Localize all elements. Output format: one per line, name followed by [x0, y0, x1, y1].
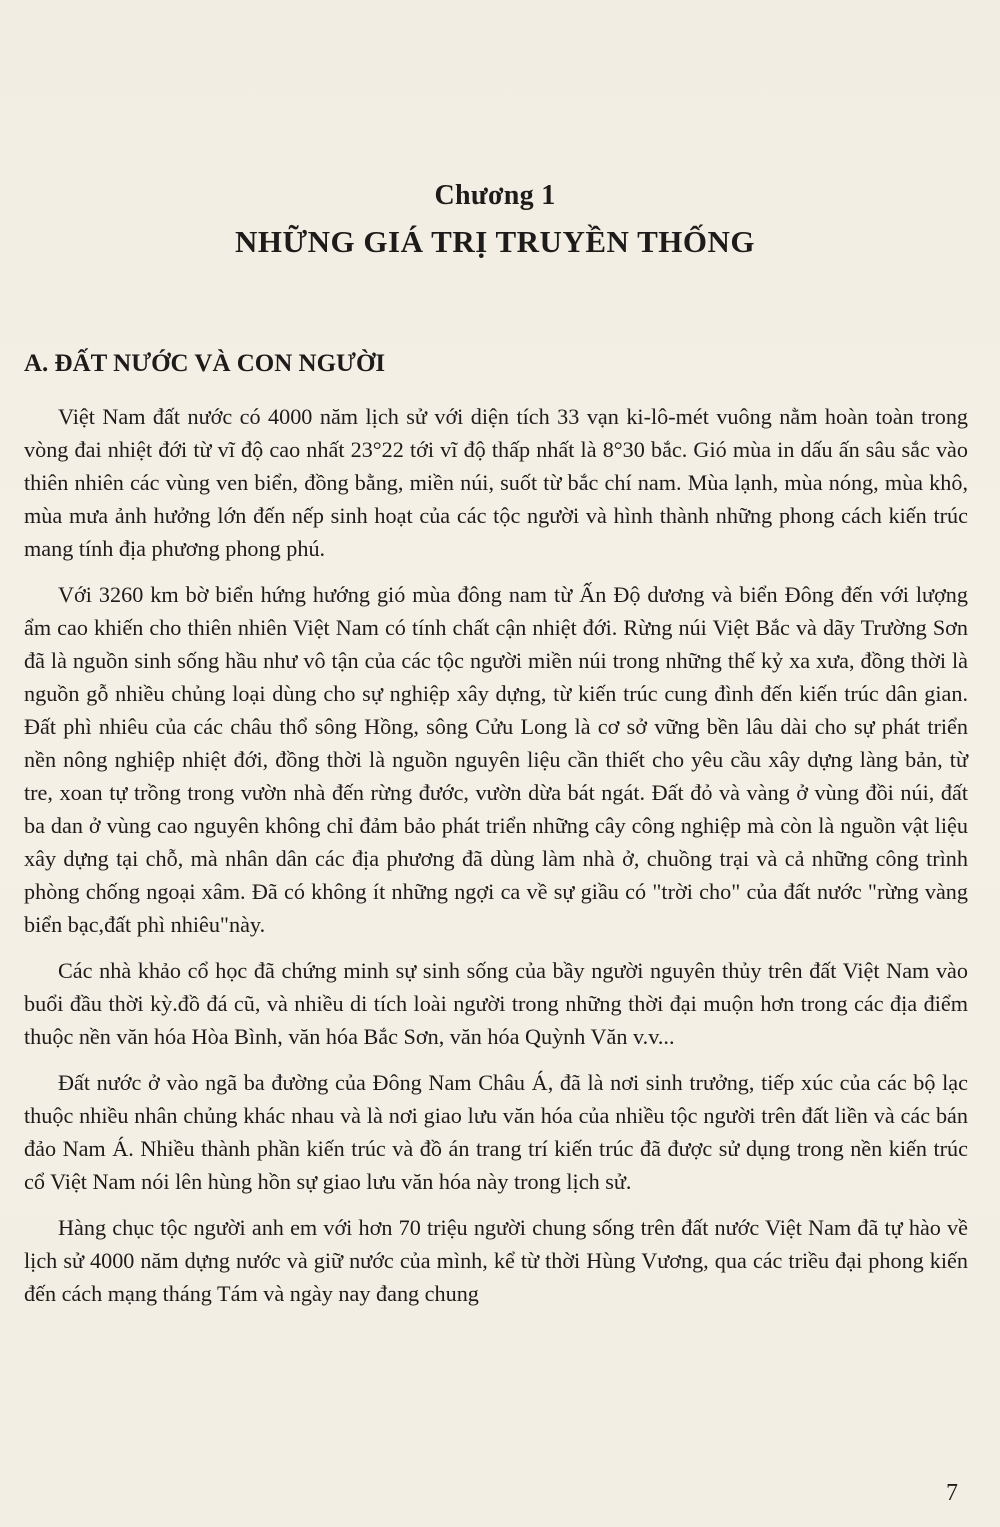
paragraph: Với 3260 km bờ biển hứng hướng gió mùa đông nam từ Ấn Độ dương và biển Đông đến với lượng ẩm cao khiến cho thiên nhiên Việt Nam có tính chất cận nhiệt đới. Rừng núi Việt Bắc và dãy Trường Sơn đã là nguồn sinh sống hầu như vô tận của các tộc người miền núi trong những thế kỷ xa xưa, đồng thời là nguồn gỗ nhiều chủng loại dùng cho sự nghiệp xây dựng, từ kiến trúc cung đình đến kiến trúc dân gian. Đất phì nhiêu của các châu thổ sông Hồng, sông Cửu Long là cơ sở vững bền lâu dài cho sự phát triển nền nông nghiệp nhiệt đới, đồng thời là nguồn nguyên liệu cần thiết cho yêu cầu xây dựng làng bản, từ tre, xoan tự trồng trong vườn nhà đến rừng đước, vườn dừa bát ngát. Đất đỏ và vàng ở vùng đồi núi, đất ba dan ở vùng cao nguyên không chỉ đảm bảo phát triển những cây công nghiệp mà còn là nguồn vật liệu xây dựng tại chỗ, mà nhân dân các địa phương đã dùng làm nhà ở, chuồng trại và cả những công trình phòng chống ngoại xâm. Đã có không ít những ngợi ca về sự giầu có "trời cho" của đất nước "rừng vàng biển bạc,đất phì nhiêu"này.	[24, 582, 968, 937]
paragraph: Hàng chục tộc người anh em với hơn 70 triệu người chung sống trên đất nước Việt Nam đã tự hào về lịch sử 4000 năm dựng nước và giữ nước của mình, kể từ thời Hùng Vương, qua các triều đại phong kiến đến cách mạng tháng Tám và ngày nay đang chung	[24, 1215, 968, 1306]
paragraph: Đất nước ở vào ngã ba đường của Đông Nam Châu Á, đã là nơi sinh trưởng, tiếp xúc của các bộ lạc thuộc nhiều nhân chủng khác nhau và là nơi giao lưu văn hóa của nhiều tộc người trên đất liền và các bán đảo Nam Á. Nhiều thành phần kiến trúc và đồ án trang trí kiến trúc đã được sử dụng trong nền kiến trúc cổ Việt Nam nói lên hùng hồn sự giao lưu văn hóa này trong lịch sử.	[24, 1070, 968, 1194]
chapter-label: Chương 1	[434, 180, 556, 211]
body-text	[24, 400, 968, 1323]
chapter-title: NHỮNG GIÁ TRỊ TRUYỀN THỐNG	[235, 224, 755, 259]
paragraph: Việt Nam đất nước có 4000 năm lịch sử với diện tích 33 vạn ki-lô-mét vuông nằm hoàn toàn trong vòng đai nhiệt đới từ vĩ độ cao nhất 23°22 tới vĩ độ thấp nhất là 8°30 bắc. Gió mùa in dấu ấn sâu sắc vào thiên nhiên các vùng ven biển, đồng bằng, miền núi, suốt từ bắc chí nam. Mùa lạnh, mùa nóng, mùa khô, mùa mưa ảnh hưởng lớn đến nếp sinh hoạt của các tộc người và hình thành những phong cách kiến trúc mang tính địa phương phong phú.	[24, 404, 968, 561]
section-heading: A. ĐẤT NƯỚC VÀ CON NGƯỜI	[24, 350, 386, 377]
page-number: 7	[946, 1480, 958, 1506]
paragraph: Các nhà khảo cổ học đã chứng minh sự sinh sống của bầy người nguyên thủy trên đất Việt Nam vào buổi đầu thời kỳ.đồ đá cũ, và nhiều di tích loài người trong những thời đại muộn hơn trong các địa điểm thuộc nền văn hóa Hòa Bình, văn hóa Bắc Sơn, văn hóa Quỳnh Văn v.v...	[24, 958, 968, 1049]
